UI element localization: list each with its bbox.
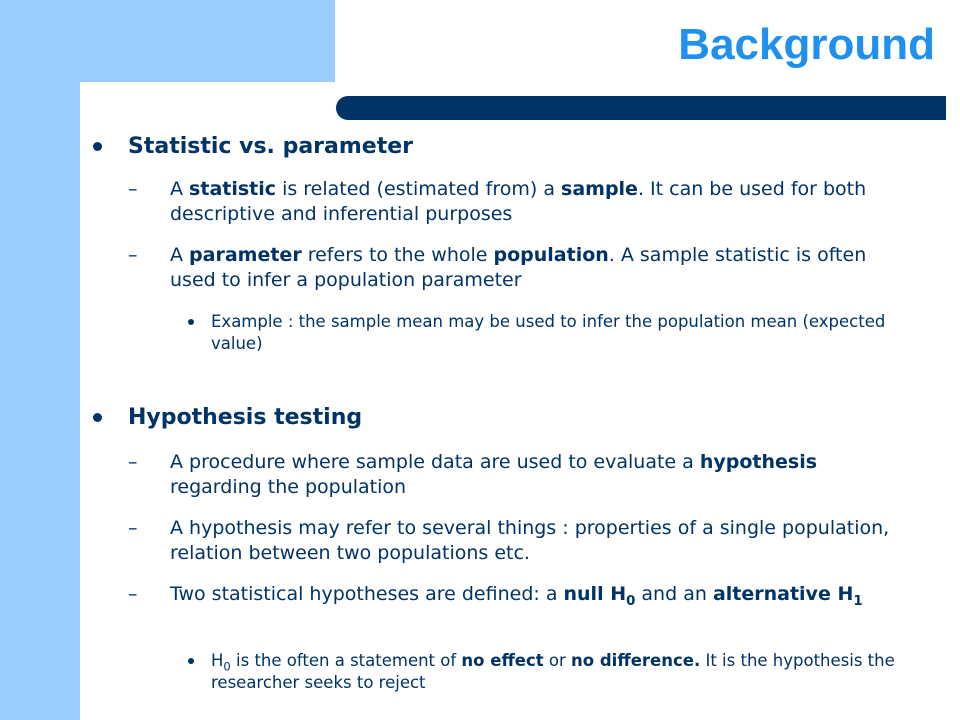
text: or <box>543 651 572 670</box>
sub-bullet-hypothesis-refer <box>128 516 910 566</box>
text: It is the hypothesis the researcher seeks to reject <box>211 651 895 692</box>
bold-term: alternative H <box>712 583 854 605</box>
bullet-dot <box>188 658 194 664</box>
dash-marker: – <box>128 517 138 539</box>
text: . A sample statistic is often used to infer a population parameter <box>170 244 867 291</box>
bullet-heading: Statistic vs. parameter <box>128 134 413 159</box>
bullet-hypothesis-testing <box>128 405 362 430</box>
sub-bullet-two-hypotheses <box>128 582 910 609</box>
text: A <box>170 178 190 200</box>
dash-marker: – <box>128 583 138 605</box>
text: refers to the whole <box>301 244 494 266</box>
bold-term: population <box>493 244 609 266</box>
dash-marker: – <box>128 178 138 200</box>
bullet-statistic-vs-parameter <box>128 134 413 159</box>
text: is related (estimated from) a <box>276 178 562 200</box>
bold-term: parameter <box>189 244 302 266</box>
dash-marker: – <box>128 244 138 266</box>
example-bullet <box>211 311 911 355</box>
subscript: 0 <box>626 593 636 609</box>
text: A hypothesis may refer to several things : properties of a single population, relation between two populations etc. <box>170 517 890 564</box>
sub-bullet-procedure <box>128 450 910 500</box>
sub-bullet-statistic <box>128 177 910 227</box>
bold-term: null H <box>563 583 627 605</box>
bold-term: no effect <box>461 651 544 670</box>
text: is the often a statement of <box>230 651 462 670</box>
sub-bullet-parameter <box>128 243 910 293</box>
bold-term: no difference. <box>571 651 701 670</box>
text: H <box>211 651 224 670</box>
bold-term: hypothesis <box>699 451 818 473</box>
bullet-dot <box>93 413 102 422</box>
bullet-heading: Hypothesis testing <box>128 405 363 430</box>
text: regarding the population <box>170 476 407 498</box>
text: A <box>170 244 190 266</box>
bullet-dot <box>188 319 194 325</box>
bullet-dot <box>93 142 102 151</box>
bold-term: statistic <box>189 178 277 200</box>
subscript: 0 <box>223 659 231 674</box>
text: . It can be used for both descriptive and inferential purposes <box>170 178 867 225</box>
bold-term: sample <box>561 178 638 200</box>
text: Two statistical hypotheses are defined: a <box>170 583 564 605</box>
null-hypothesis-note <box>211 650 911 694</box>
dash-marker: – <box>128 451 138 473</box>
slide-title: Background <box>678 20 935 69</box>
text: A procedure where sample data are used to evaluate a <box>170 451 700 473</box>
text: and an <box>635 583 713 605</box>
subscript: 1 <box>853 593 863 609</box>
text: Example : the sample mean may be used to infer the population mean (expected value) <box>211 312 886 353</box>
